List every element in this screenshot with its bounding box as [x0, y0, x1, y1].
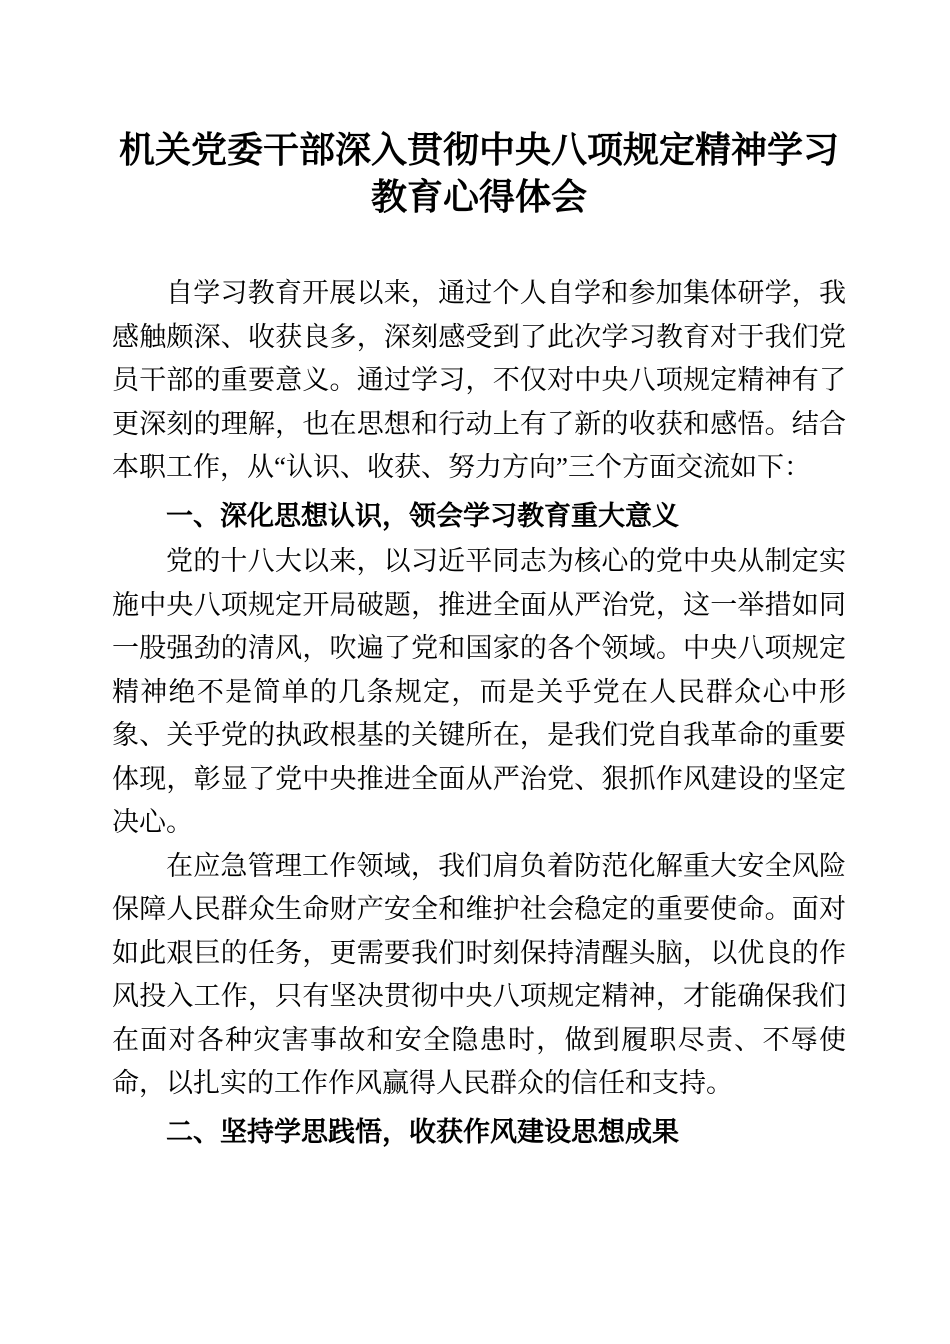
section-heading-1: 一、深化思想认识，领会学习教育重大意义 [166, 500, 679, 531]
paragraph-section1-a: 党的十八大以来，以习近平同志为核心的党中央从制定实施中央八项规定开局破题，推进全面从严治党，这一举措如同一股强劲的清风，吹遍了党和国家的各个领域。中央八项规定精神绝不是简单的几条规定，而是关乎党在人民群众心中形象、关乎党的执政根基的关键所在，是我们党自我革命的重要体现，彰显了党中央推进全面从严治党、狠抓作风建设的坚定决心。 [112, 546, 846, 837]
document-content [112, 0, 846, 1156]
paragraph-section1-b: 在应急管理工作领域，我们肩负着防范化解重大安全风险保障人民群众生命财产安全和维护社会稳定的重要使命。面对如此艰巨的任务，更需要我们时刻保持清醒头脑，以优良的作风投入工作，只有坚决贯彻中央八项规定精神，才能确保我们在面对各种灾害事故和安全隐患时，做到履职尽责、不辱使命，以扎实的工作作风赢得人民群众的信任和支持。 [112, 850, 846, 1098]
section-heading-2: 二、坚持学思践悟，收获作风建设思想成果 [166, 1116, 679, 1147]
document-title: 机关党委干部深入贯彻中央八项规定精神学习教育心得体会 [118, 129, 839, 218]
paragraph-introduction: 自学习教育开展以来，通过个人自学和参加集体研学，我感触颇深、收获良多，深刻感受到了此次学习教育对于我们党员干部的重要意义。通过学习，不仅对中央八项规定精神有了更深刻的理解，也在思想和行动上有了新的收获和感悟。结合本职工作，从“认识、收获、努力方向”三个方面交流如下： [112, 278, 846, 482]
